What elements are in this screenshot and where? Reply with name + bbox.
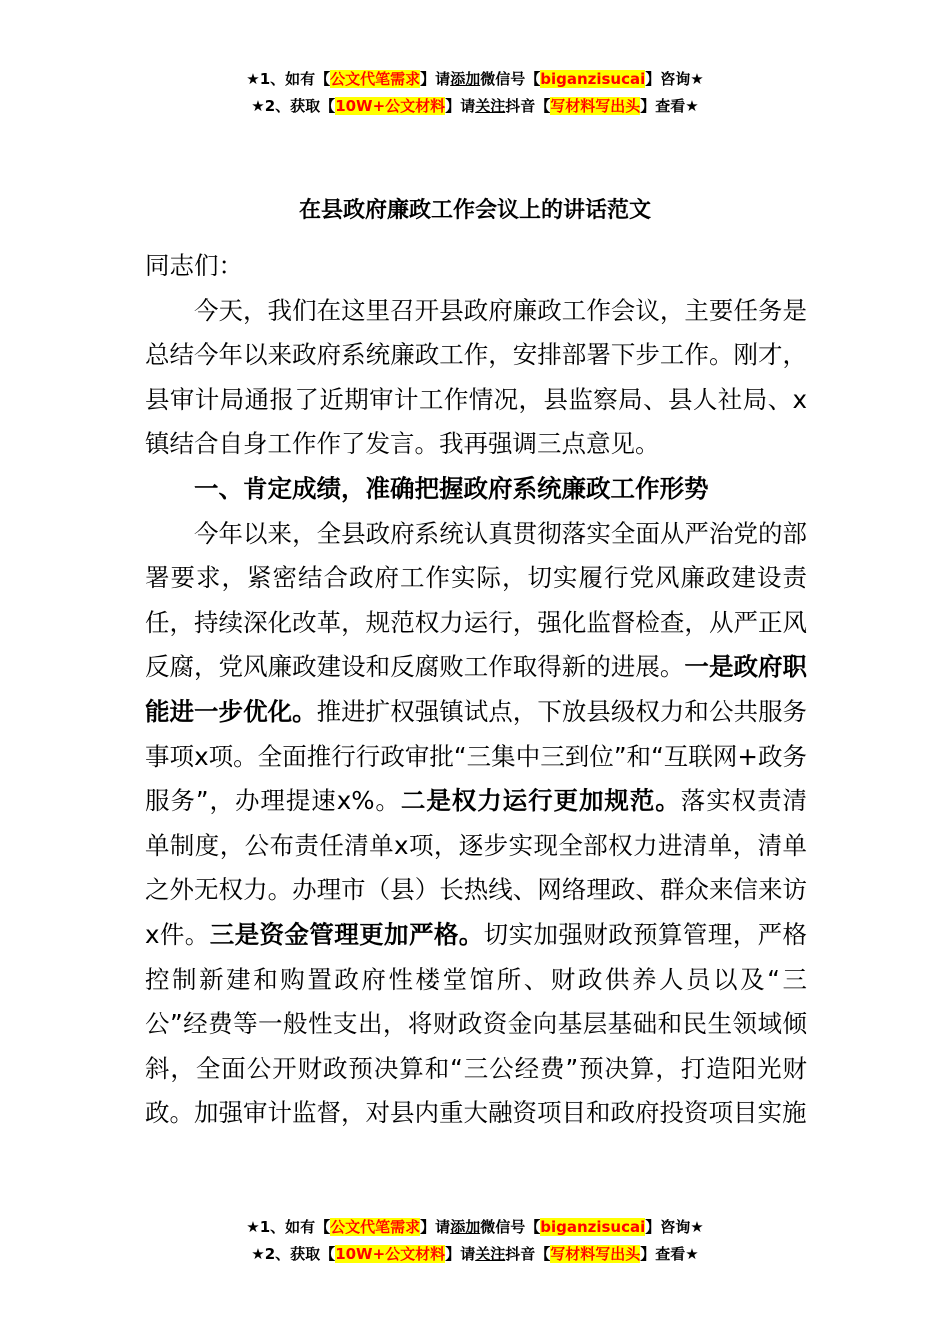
highlight-materials: 10W+公文材料: [335, 1245, 446, 1263]
highlight-douyin: 写材料写出头: [550, 1245, 641, 1263]
document-title: 在县政府廉政工作会议上的讲话范文: [298, 198, 651, 223]
banner-line-1: ★1、如有【公文代笔需求】请添加微信号【biganzisucai】咨询★: [246, 1218, 704, 1236]
intro-paragraph: 今天，我们在这里召开县政府廉政工作会议，主要任务是总结今年以来政府系统廉政工作，安排部署下步工作。刚才，县审计局通报了近期审计工作情况，县监察局、县人社局、x镇结合自身工作作了发言。我再强调三点意见。: [145, 295, 807, 459]
highlight-wechat-id: biganzisucai: [540, 1218, 646, 1236]
point-heading: 一是政府职能进一步优化。: [145, 652, 807, 726]
point-heading: 三是资金管理更加严格。: [209, 919, 484, 949]
banner-line-2: ★2、获取【10W+公文材料】请关注抖音【写材料写出头】查看★: [251, 1245, 699, 1263]
salutation: 同志们：: [145, 251, 243, 280]
section-paragraph: 今年以来，全县政府系统认真贯彻落实全面从严治党的部署要求，紧密结合政府工作实际，切实履行党风廉政建设责任，持续深化改革，规范权力运行，强化监督检查，从严正风反腐，党风廉政建设和反腐败工作取得新的进展。一是政府职能进一步优化。推进扩权强镇试点，下放县级权力和公共服务事项x项。全面推行行政审批“三集中三到位”和“互联网+政务服务”，办理提速x%。二是权力运行更加规范。落实权责清单制度，公布责任清单x项，逐步实现全部权力进清单，清单之外无权力。办理市（县）长热线、网络理政、群众来信来访x件。三是资金管理更加严格。切实加强财政预算管理，严格控制新建和购置政府性楼堂馆所、财政供养人员以及“三公”经费等一般性支出，将财政资金向基层基础和民生领域倾斜，全面公开财政预决算和“三公经费”预决算，打造阳光财政。加强审计监督，对县内重大融资项目和政府投资项目实施: [145, 518, 808, 1128]
footer-banner: [0, 1214, 950, 1268]
highlight-douyin: 写材料写出头: [550, 97, 641, 115]
document-body: [145, 244, 807, 1136]
banner-line-2: ★2、获取【10W+公文材料】请关注抖音【写材料写出头】查看★: [251, 97, 699, 115]
highlight-service: 公文代笔需求: [330, 70, 421, 88]
header-banner: [0, 66, 950, 120]
point-heading: 二是权力运行更加规范。: [400, 786, 681, 816]
highlight-service: 公文代笔需求: [330, 1218, 421, 1236]
highlight-wechat-id: biganzisucai: [540, 70, 646, 88]
highlight-materials: 10W+公文材料: [335, 97, 446, 115]
section-heading: 一、肯定成绩，准确把握政府系统廉政工作形势: [194, 473, 709, 503]
banner-line-1: ★1、如有【公文代笔需求】请添加微信号【biganzisucai】咨询★: [246, 70, 704, 88]
